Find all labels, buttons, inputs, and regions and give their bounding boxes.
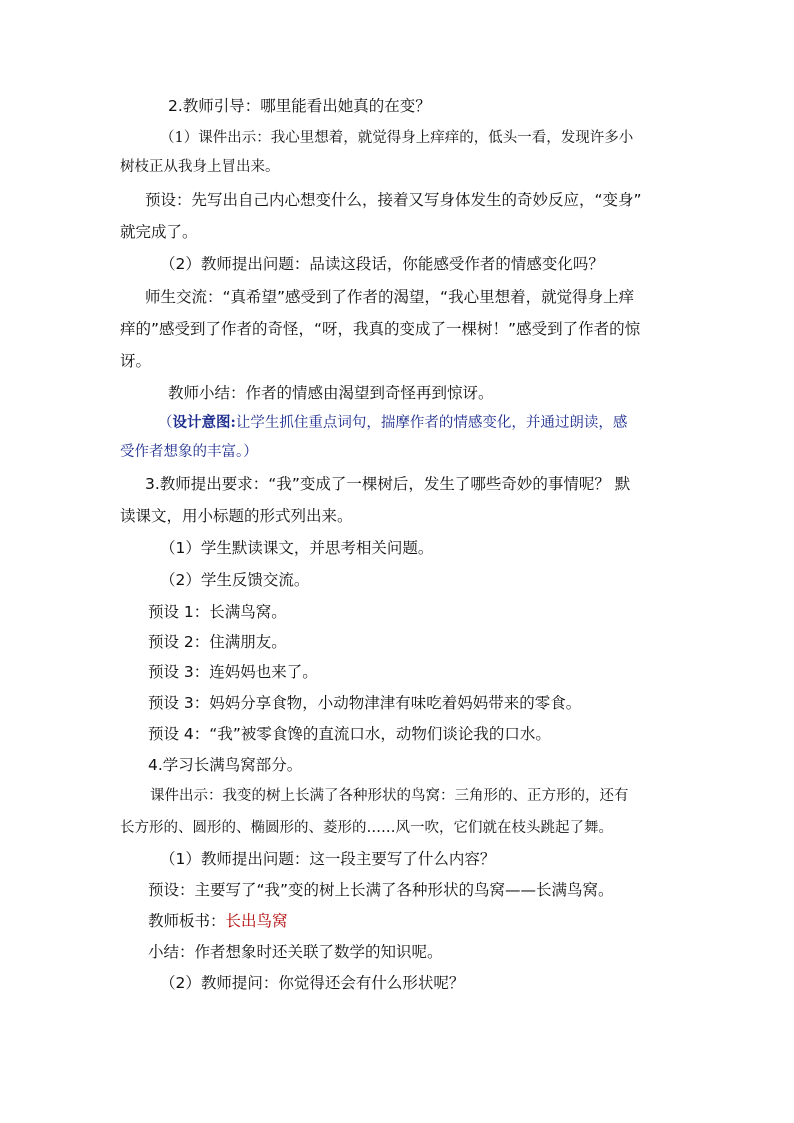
section-heading-2: 2.教师引导：哪里能看出她真的在变？ [168, 97, 431, 115]
question-3: （1）教师提出问题：这一段主要写了什么内容？ [160, 850, 496, 868]
board-writing [148, 911, 288, 931]
discussion-paragraph-cont: 痒的”感受到了作者的奇怪，“呀，我真的变成了一棵树！”感受到了作者的惊 [120, 320, 641, 338]
discussion-paragraph-end: 讶。 [120, 352, 152, 370]
section-heading-3: 3.教师提出要求：“我”变成了一棵树后，发生了哪些奇妙的事情呢？ 默 [145, 475, 631, 493]
courseware-quote-1-cont: 树枝正从我身上冒出来。 [120, 159, 280, 175]
question-2: （2）教师提出问题：品读这段话，你能感受作者的情感变化吗？ [160, 255, 604, 273]
preset-3a: 预设 3：连妈妈也来了。 [148, 663, 318, 681]
section-heading-3-cont: 读课文，用小标题的形式列出来。 [120, 507, 353, 525]
courseware-quote-1: （1）课件出示：我心里想着，就觉得身上痒痒的，低头一看，发现许多小 [160, 130, 634, 146]
board-writing-text: 长出鸟窝 [225, 912, 288, 930]
question-4: （2）教师提问：你觉得还会有什么形状呢？ [160, 974, 465, 992]
courseware-quote-2: 课件出示：我变的树上长满了各种形状的鸟窝：三角形的、正方形的，还有 [150, 788, 629, 804]
courseware-quote-2-cont: 长方形的、圆形的、椭圆形的、菱形的……风一吹，它们就在枝头跳起了舞。 [120, 820, 613, 836]
teacher-summary: 教师小结：作者的情感由渴望到奇怪再到惊讶。 [168, 384, 494, 402]
design-intent-block [158, 413, 627, 433]
design-intent-cont: 受作者想象的丰富。） [120, 444, 258, 460]
preset-paragraph: 预设：先写出自己内心想变什么，接着又写身体发生的奇妙反应，“变身” [145, 191, 642, 209]
design-intent-label: 设计意图: [172, 414, 236, 431]
summary-math: 小结：作者想象时还关联了数学的知识呢。 [148, 943, 443, 961]
preset-2: 预设 2：住满朋友。 [148, 633, 287, 651]
preset-4: 预设 4：“我”被零食馋的直流口水，动物们谈论我的口水。 [148, 725, 551, 743]
preset-paragraph-cont: 就完成了。 [120, 223, 198, 241]
preset-1: 预设 1：长满鸟窝。 [148, 603, 287, 621]
design-intent-open-paren: （ [158, 415, 173, 431]
preset-answer: 预设：主要写了“我”变的树上长满了各种形状的鸟窝——长满鸟窝。 [148, 881, 614, 899]
step-1: （1）学生默读课文，并思考相关问题。 [160, 539, 434, 557]
preset-3b: 预设 3：妈妈分享食物，小动物津津有味吃着妈妈带来的零食。 [148, 694, 582, 712]
board-writing-label: 教师板书： [148, 912, 226, 930]
section-heading-4: 4.学习长满鸟窝部分。 [148, 756, 303, 774]
step-2: （2）学生反馈交流。 [160, 571, 310, 589]
design-intent-text: 让学生抓住重点词句，揣摩作者的情感变化，并通过朗读，感 [235, 415, 628, 431]
discussion-paragraph: 师生交流：“真希望”感受到了作者的渴望，“我心里想着，就觉得身上痒 [145, 288, 635, 306]
